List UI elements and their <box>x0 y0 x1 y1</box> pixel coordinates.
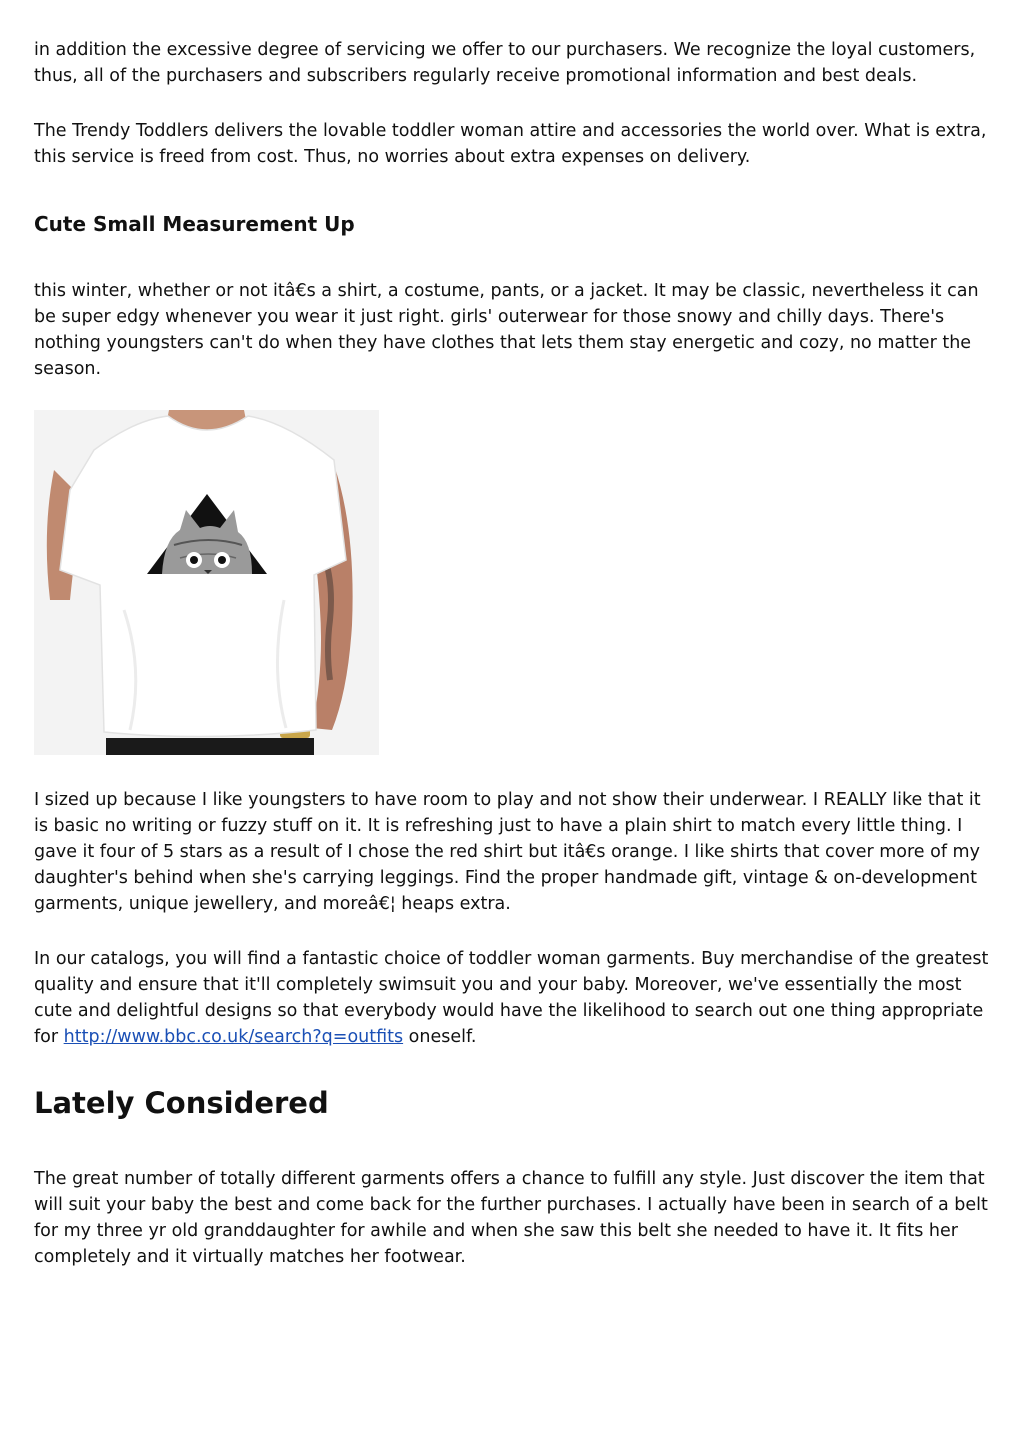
bbc-outfits-link[interactable]: http://www.bbc.co.uk/search?q=outfits <box>63 1027 404 1047</box>
tshirt-illustration <box>34 410 379 755</box>
catalogs-text: In our catalogs, you will find a fantastic choice of toddler woman garments. Buy merchandise of the greatest quality and ensure that it'll completely swimsuit you and your baby. Moreover, we've essentially the most cute and delightful designs so that everybody would have the likelihood to search out one thing appropriate for <box>34 949 989 1047</box>
paragraph-winter: this winter, whether or not itâ€s a shirt, a costume, pants, or a jacket. It may be classic, nevertheless it can be super edgy whenever you wear it just right. girls' outerwear for those snowy and chilly days. There's nothing youngsters can't do when they have clothes that lets them stay energetic and cozy, no matter the season. <box>34 281 979 379</box>
catalogs-text-end: oneself. <box>403 1027 477 1047</box>
paragraph-garments: The great number of totally different garments offers a chance to fulfill any style. Just discover the item that will suit your baby the best and come back for the further purchases. I actually have been in search of a belt for my three yr old granddaughter for awhile and when she saw this belt she needed to have it. It fits her completely and it virtually matches her footwear. <box>34 1169 988 1267</box>
paragraph-catalogs <box>34 946 990 1050</box>
heading-lately-considered: Lately Considered <box>34 1086 329 1120</box>
paragraph-delivery: The Trendy Toddlers delivers the lovable toddler woman attire and accessories the world over. What is extra, this service is freed from cost. Thus, no worries about extra expenses on delivery. <box>34 121 987 167</box>
paragraph-review: I sized up because I like youngsters to have room to play and not show their underwear. I REALLY like that it is basic no writing or fuzzy stuff on it. It is refreshing just to have a plain shirt to match every little thing. I gave it four of 5 stars as a result of I chose the red shirt but itâ€s orange. I like shirts that cover more of my daughter's behind when she's carrying leggings. Find the proper handmade gift, vintage & on-development garments, unique jewellery, and moreâ€¦ heaps extra. <box>34 790 981 914</box>
heading-cute-small-measurement: Cute Small Measurement Up <box>34 212 355 236</box>
tshirt-photo <box>34 410 379 755</box>
paragraph-servicing: in addition the excessive degree of servicing we offer to our purchasers. We recognize the loyal customers, thus, all of the purchasers and subscribers regularly receive promotional information and best deals. <box>34 40 976 86</box>
